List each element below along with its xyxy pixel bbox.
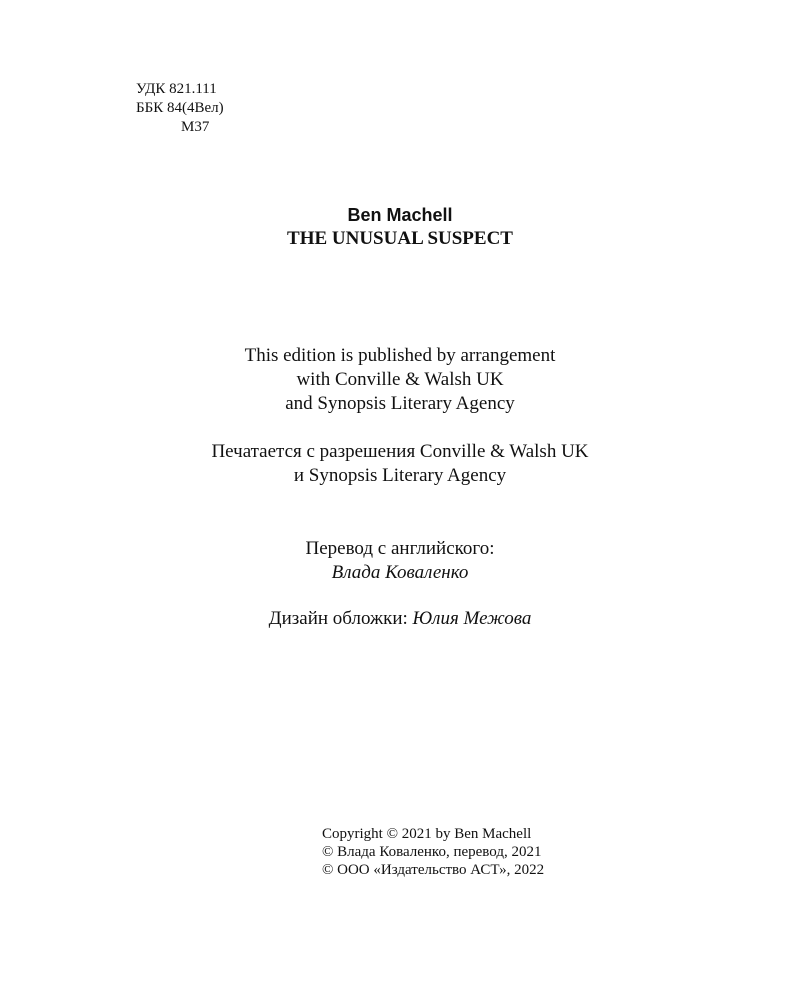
cover-design-label: Дизайн обложки:: [268, 608, 408, 629]
arrangement-ru-line: Печатается с разрешения Conville & Walsh UK: [211, 441, 589, 462]
translation-label: Перевод с английского:: [305, 538, 495, 559]
arrangement-en-line: This edition is published by arrangement: [244, 345, 556, 366]
udk-code: УДК 821.111: [136, 81, 217, 97]
copyright-line: © Влада Коваленко, перевод, 2021: [322, 844, 542, 860]
arrangement-notice-ru: [0, 440, 800, 488]
arrangement-notice-en: [0, 344, 800, 416]
original-title-block: [0, 203, 800, 251]
arrangement-en-line: and Synopsis Literary Agency: [285, 393, 515, 414]
translation-credit: [0, 537, 800, 585]
classification-codes: [136, 80, 224, 137]
arrangement-en-line: with Conville & Walsh UK: [296, 369, 504, 390]
copyright-line: Copyright © 2021 by Ben Machell: [322, 826, 532, 842]
cover-design-credit: [0, 607, 800, 631]
original-title: THE UNUSUAL SUSPECT: [287, 228, 513, 249]
translator-name: Влада Коваленко: [331, 562, 469, 583]
author-name: Ben Machell: [347, 205, 453, 225]
copyright-notice: [322, 825, 544, 879]
bbk-code: ББК 84(4Вел): [136, 100, 224, 116]
cover-designer-name: Юлия Межова: [412, 608, 532, 629]
author-mark-code: М37: [181, 119, 210, 135]
copyright-line: © ООО «Издательство АСТ», 2022: [322, 862, 545, 878]
arrangement-ru-line: и Synopsis Literary Agency: [293, 465, 507, 486]
